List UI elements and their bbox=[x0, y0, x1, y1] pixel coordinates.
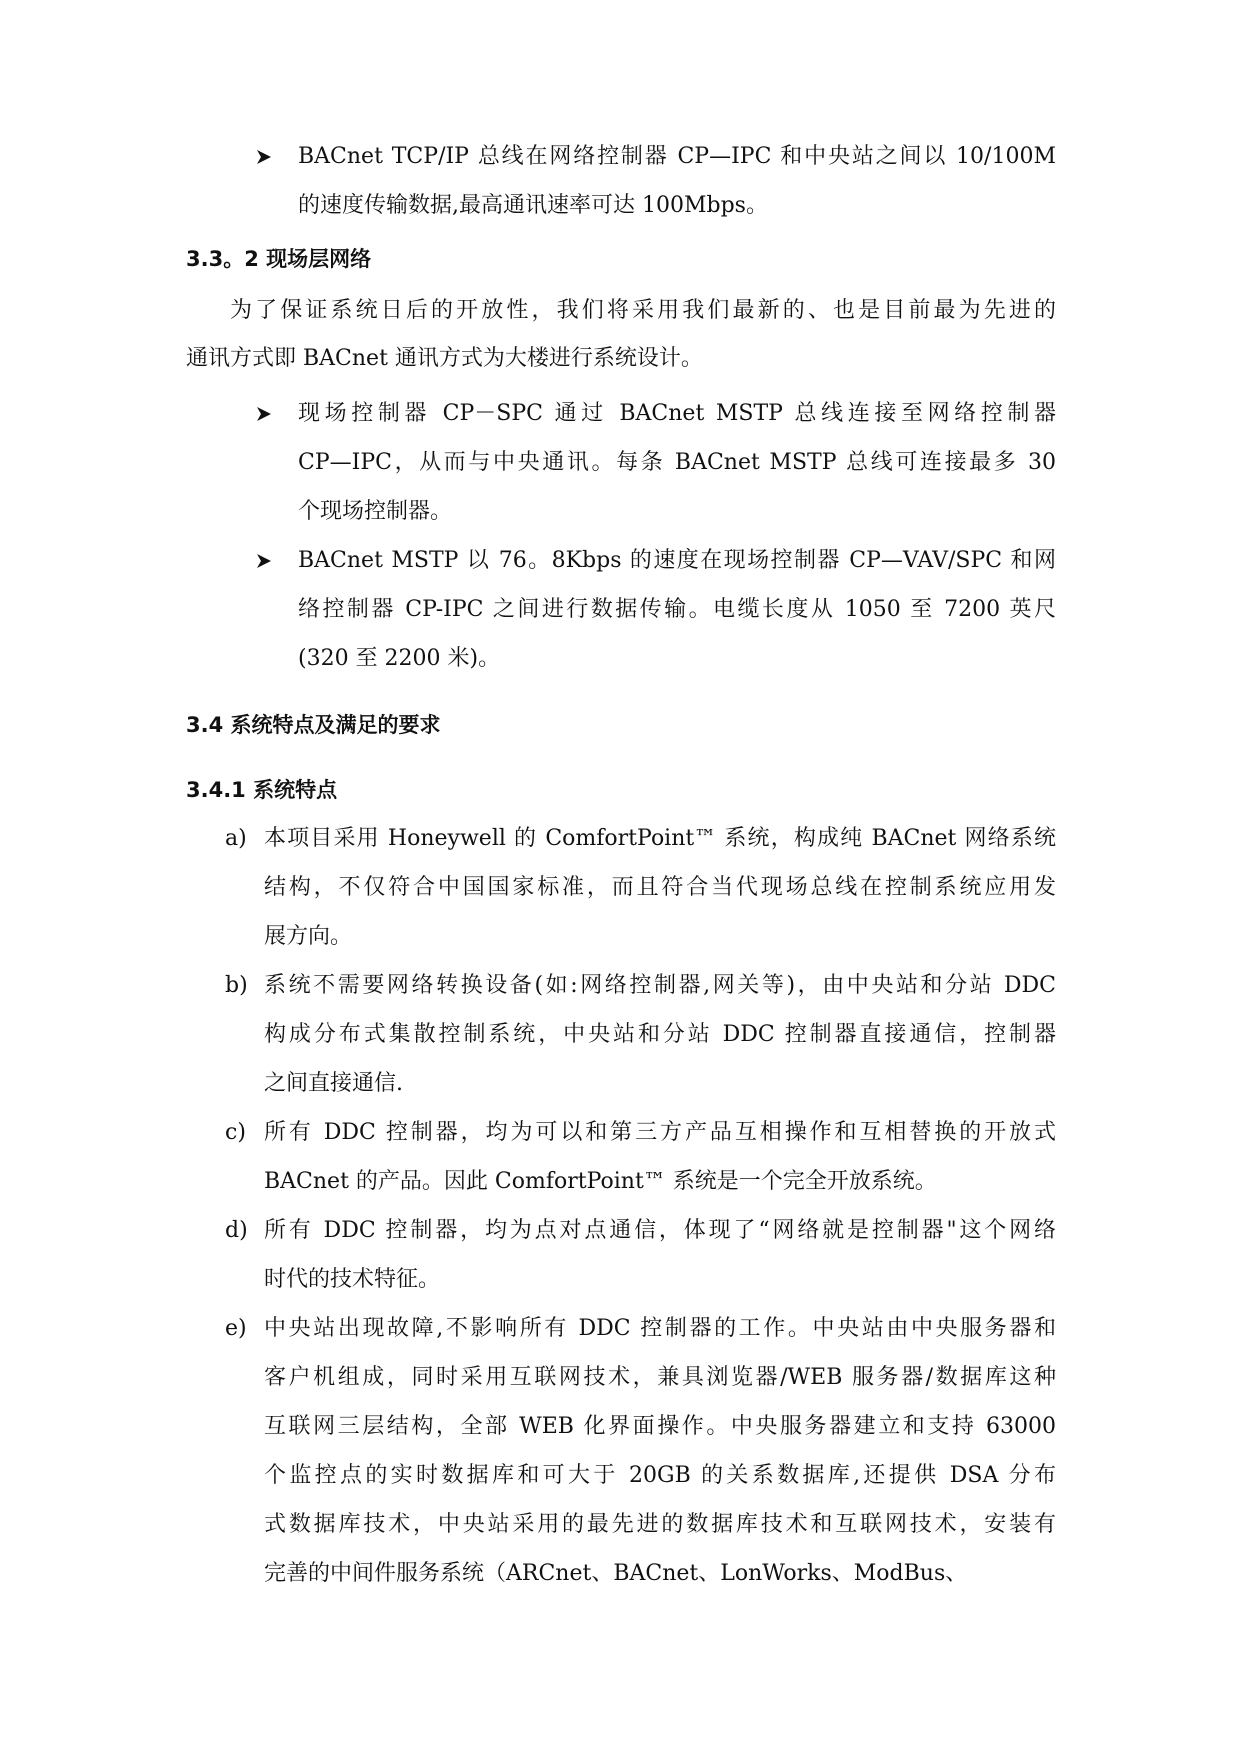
bullet-3-line-3: (320 至 2200 米)。 bbox=[298, 646, 501, 671]
list-item-marker-b: b) bbox=[225, 973, 248, 998]
bullet-2-line-3: 个现场控制器。 bbox=[298, 499, 453, 524]
list-item-c-line-2: BACnet 的产品。因此 ComfortPoint™ 系统是一个完全开放系统。 bbox=[264, 1169, 937, 1194]
list-item-e-line-1: 中央站出现故障,不影响所有 DDC 控制器的工作。中央站由中央服务器和 bbox=[264, 1316, 1056, 1341]
list-item-e-line-6: 完善的中间件服务系统（ARCnet、BACnet、LonWorks、ModBus、 bbox=[264, 1561, 968, 1586]
list-item-b-line-1: 系统不需要网络转换设备(如:网络控制器,网关等)，由中央站和分站 DDC bbox=[264, 973, 1056, 998]
arrowhead-bullet-icon bbox=[252, 546, 276, 576]
arrowhead-bullet-icon bbox=[252, 399, 276, 429]
bullet-2-line-2: CP—IPC，从而与中央通讯。每条 BACnet MSTP 总线可连接最多 30 bbox=[298, 450, 1056, 475]
list-item-b-line-3: 之间直接通信. bbox=[264, 1071, 403, 1096]
list-item-marker-e: e) bbox=[225, 1316, 247, 1341]
list-item-c-line-1: 所有 DDC 控制器，均为可以和第三方产品互相操作和互相替换的开放式 bbox=[264, 1120, 1056, 1145]
list-item-e-line-2: 客户机组成，同时采用互联网技术，兼具浏览器/WEB 服务器/数据库这种 bbox=[264, 1365, 1056, 1390]
list-item-a-line-3: 展方向。 bbox=[264, 924, 353, 949]
list-item-marker-a: a) bbox=[225, 826, 247, 851]
bullet-1-line-2: 的速度传输数据,最高通讯速率可达 100Mbps。 bbox=[298, 193, 768, 218]
bullet-2-line-1: 现场控制器 CP－SPC 通过 BACnet MSTP 总线连接至网络控制器 bbox=[298, 401, 1056, 426]
list-item-a-line-2: 结构，不仅符合中国国家标准，而且符合当代现场总线在控制系统应用发 bbox=[264, 875, 1056, 900]
list-item-b-line-2: 构成分布式集散控制系统，中央站和分站 DDC 控制器直接通信，控制器 bbox=[264, 1022, 1056, 1047]
bullet-3-line-2: 络控制器 CP-IPC 之间进行数据传输。电缆长度从 1050 至 7200 英尺 bbox=[298, 597, 1056, 622]
list-item-e-line-3: 互联网三层结构，全部 WEB 化界面操作。中央服务器建立和支持 63000 bbox=[264, 1414, 1056, 1439]
bullet-1-line-1: BACnet TCP/IP 总线在网络控制器 CP—IPC 和中央站之间以 10/100M bbox=[298, 144, 1056, 169]
arrowhead-bullet-icon bbox=[252, 142, 276, 172]
section-heading-34: 3.4 系统特点及满足的要求 bbox=[186, 713, 441, 737]
section-heading-341: 3.4.1 系统特点 bbox=[186, 778, 338, 802]
section-heading-332: 3.3。2 现场层网络 bbox=[186, 247, 372, 271]
list-item-e-line-4: 个监控点的实时数据库和可大于 20GB 的关系数据库,还提供 DSA 分布 bbox=[264, 1463, 1056, 1488]
list-item-d-line-1: 所有 DDC 控制器，均为点对点通信，体现了“网络就是控制器"这个网络 bbox=[264, 1218, 1056, 1243]
list-item-marker-c: c) bbox=[225, 1120, 246, 1145]
list-item-e-line-5: 式数据库技术，中央站采用的最先进的数据库技术和互联网技术，安装有 bbox=[264, 1512, 1056, 1537]
section-332-paragraph-line-2: 通讯方式即 BACnet 通讯方式为大楼进行系统设计。 bbox=[186, 346, 703, 371]
section-332-paragraph-line-1: 为了保证系统日后的开放性，我们将采用我们最新的、也是目前最为先进的 bbox=[230, 298, 1056, 323]
bullet-3-line-1: BACnet MSTP 以 76。8Kbps 的速度在现场控制器 CP—VAV/SPC 和网 bbox=[298, 548, 1056, 573]
list-item-a-line-1: 本项目采用 Honeywell 的 ComfortPoint™ 系统，构成纯 BACnet 网络系统 bbox=[264, 826, 1056, 851]
list-item-marker-d: d) bbox=[225, 1218, 248, 1243]
list-item-d-line-2: 时代的技术特征。 bbox=[264, 1267, 441, 1292]
